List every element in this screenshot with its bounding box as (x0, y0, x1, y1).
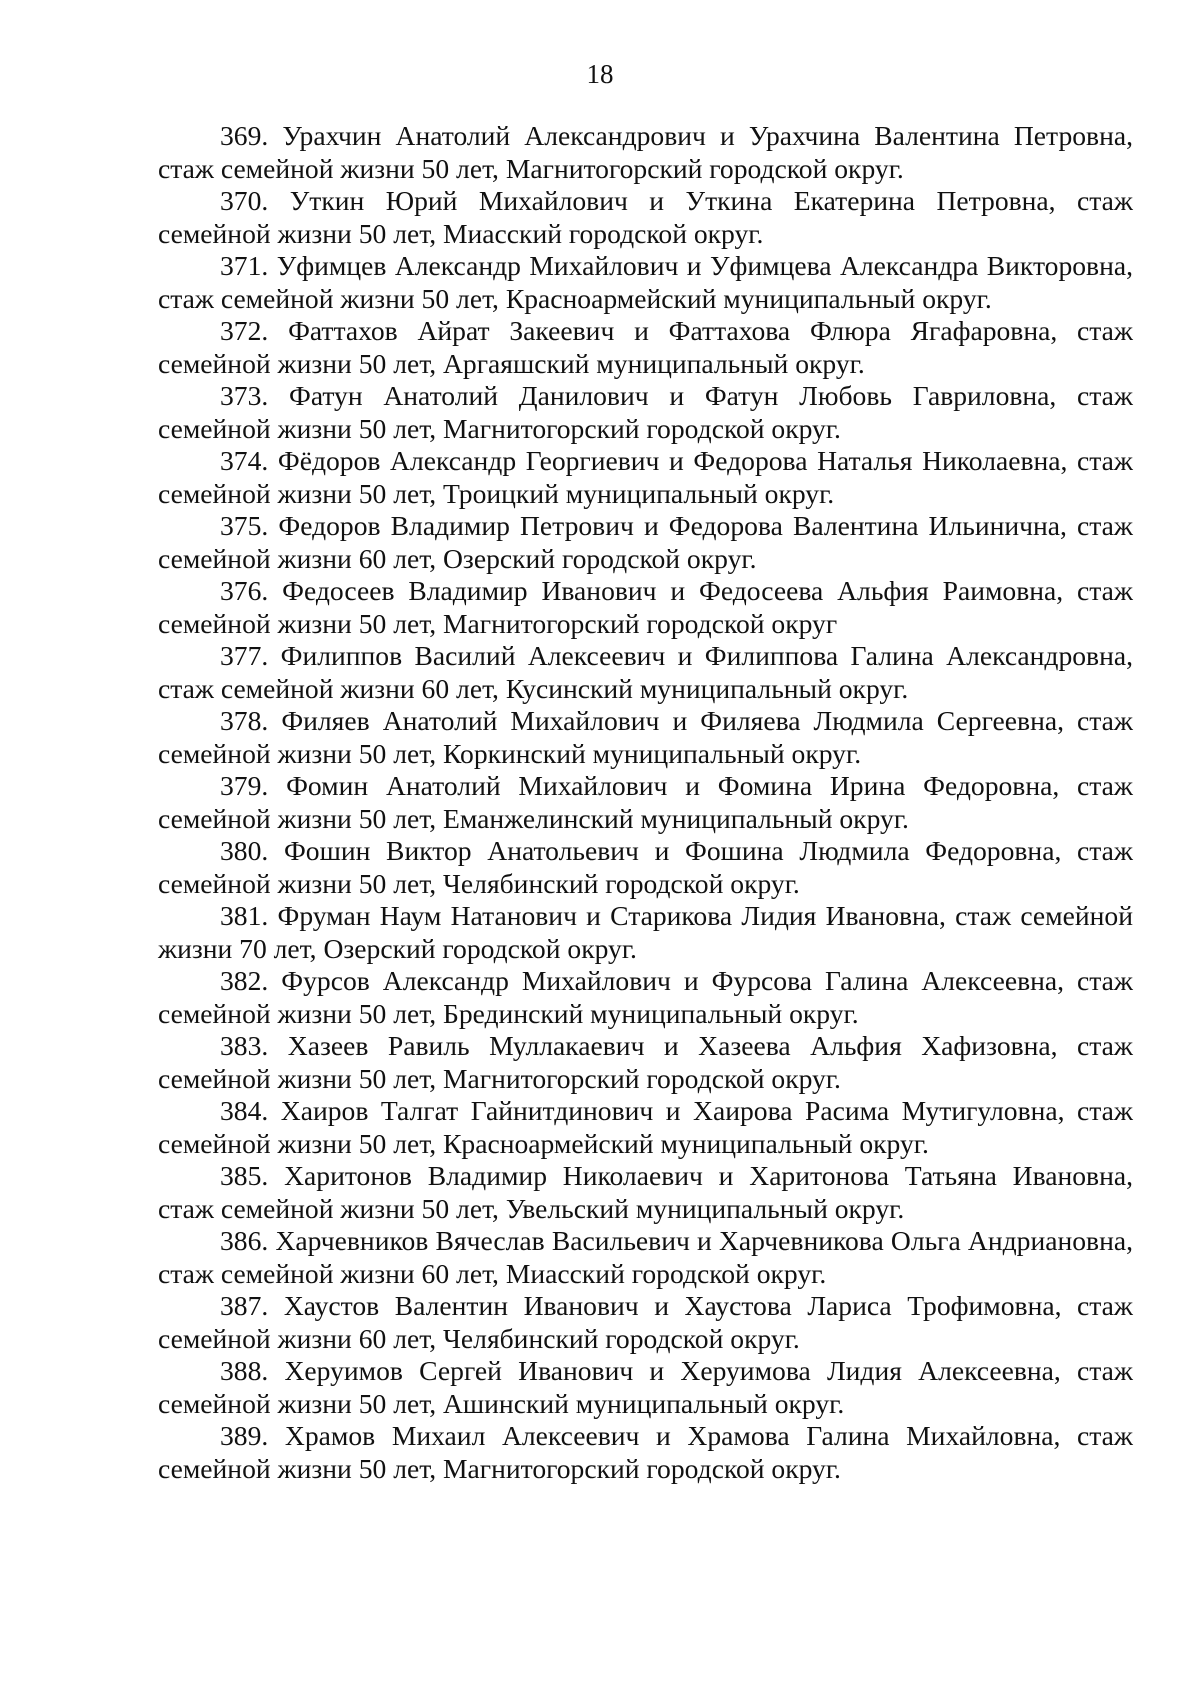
list-item-380: 380. Фошин Виктор Анатольевич и Фошина Людмила Федоровна, стаж семейной жизни 50 лет, Челябинский городской округ. (158, 835, 1133, 899)
list-item-389: 389. Храмов Михаил Алексеевич и Храмова Галина Михайловна, стаж семейной жизни 50 лет, Магнитогорский городской округ. (158, 1420, 1133, 1484)
list-item-382: 382. Фурсов Александр Михайлович и Фурсова Галина Алексеевна, стаж семейной жизни 50 лет, Брединский муниципальный округ. (158, 965, 1133, 1029)
list-item-388: 388. Херуимов Сергей Иванович и Херуимова Лидия Алексеевна, стаж семейной жизни 50 лет, Ашинский муниципальный округ. (158, 1355, 1133, 1419)
list-item-386: 386. Харчевников Вячеслав Васильевич и Харчевникова Ольга Андриановна, стаж семейной жизни 60 лет, Миасский городской округ. (158, 1225, 1133, 1289)
award-list (158, 120, 1133, 1485)
page-number: 18 (586, 59, 614, 89)
list-item-377: 377. Филиппов Василий Алексеевич и Филиппова Галина Александровна, стаж семейной жизни 60 лет, Кусинский муниципальный округ. (158, 640, 1133, 704)
list-item-379: 379. Фомин Анатолий Михайлович и Фомина Ирина Федоровна, стаж семейной жизни 50 лет, Еманжелинский муниципальный округ. (158, 770, 1133, 834)
list-item-383: 383. Хазеев Равиль Муллакаевич и Хазеева Альфия Хафизовна, стаж семейной жизни 50 лет, Магнитогорский городской округ. (158, 1030, 1133, 1094)
list-item-384: 384. Хаиров Талгат Гайнитдинович и Хаирова Расима Мутигуловна, стаж семейной жизни 50 лет, Красноармейский муниципальный округ. (158, 1095, 1133, 1159)
list-item-385: 385. Харитонов Владимир Николаевич и Харитонова Татьяна Ивановна, стаж семейной жизни 50 лет, Увельский муниципальный округ. (158, 1160, 1133, 1224)
list-item-372: 372. Фаттахов Айрат Закеевич и Фаттахова Флюра Ягафаровна, стаж семейной жизни 50 лет, Аргаяшский муниципальный округ. (158, 315, 1133, 379)
list-item-378: 378. Филяев Анатолий Михайлович и Филяева Людмила Сергеевна, стаж семейной жизни 50 лет, Коркинский муниципальный округ. (158, 705, 1133, 769)
list-item-369: 369. Урахчин Анатолий Александрович и Урахчина Валентина Петровна, стаж семейной жизни 50 лет, Магнитогорский городской округ. (158, 120, 1133, 184)
list-item-374: 374. Фёдоров Александр Георгиевич и Федорова Наталья Николаевна, стаж семейной жизни 50 лет, Троицкий муниципальный округ. (158, 445, 1133, 509)
list-item-387: 387. Хаустов Валентин Иванович и Хаустова Лариса Трофимовна, стаж семейной жизни 60 лет, Челябинский городской округ. (158, 1290, 1133, 1354)
list-item-371: 371. Уфимцев Александр Михайлович и Уфимцева Александра Викторовна, стаж семейной жизни 50 лет, Красноармейский муниципальный округ. (158, 250, 1133, 314)
list-item-381: 381. Фруман Наум Натанович и Старикова Лидия Ивановна, стаж семейной жизни 70 лет, Озерский городской округ. (158, 900, 1133, 964)
list-item-373: 373. Фатун Анатолий Данилович и Фатун Любовь Гавриловна, стаж семейной жизни 50 лет, Магнитогорский городской округ. (158, 380, 1133, 444)
list-item-370: 370. Уткин Юрий Михайлович и Уткина Екатерина Петровна, стаж семейной жизни 50 лет, Миасский городской округ. (158, 185, 1133, 249)
list-item-375: 375. Федоров Владимир Петрович и Федорова Валентина Ильинична, стаж семейной жизни 60 лет, Озерский городской округ. (158, 510, 1133, 574)
list-item-376: 376. Федосеев Владимир Иванович и Федосеева Альфия Раимовна, стаж семейной жизни 50 лет, Магнитогорский городской округ (158, 575, 1133, 639)
